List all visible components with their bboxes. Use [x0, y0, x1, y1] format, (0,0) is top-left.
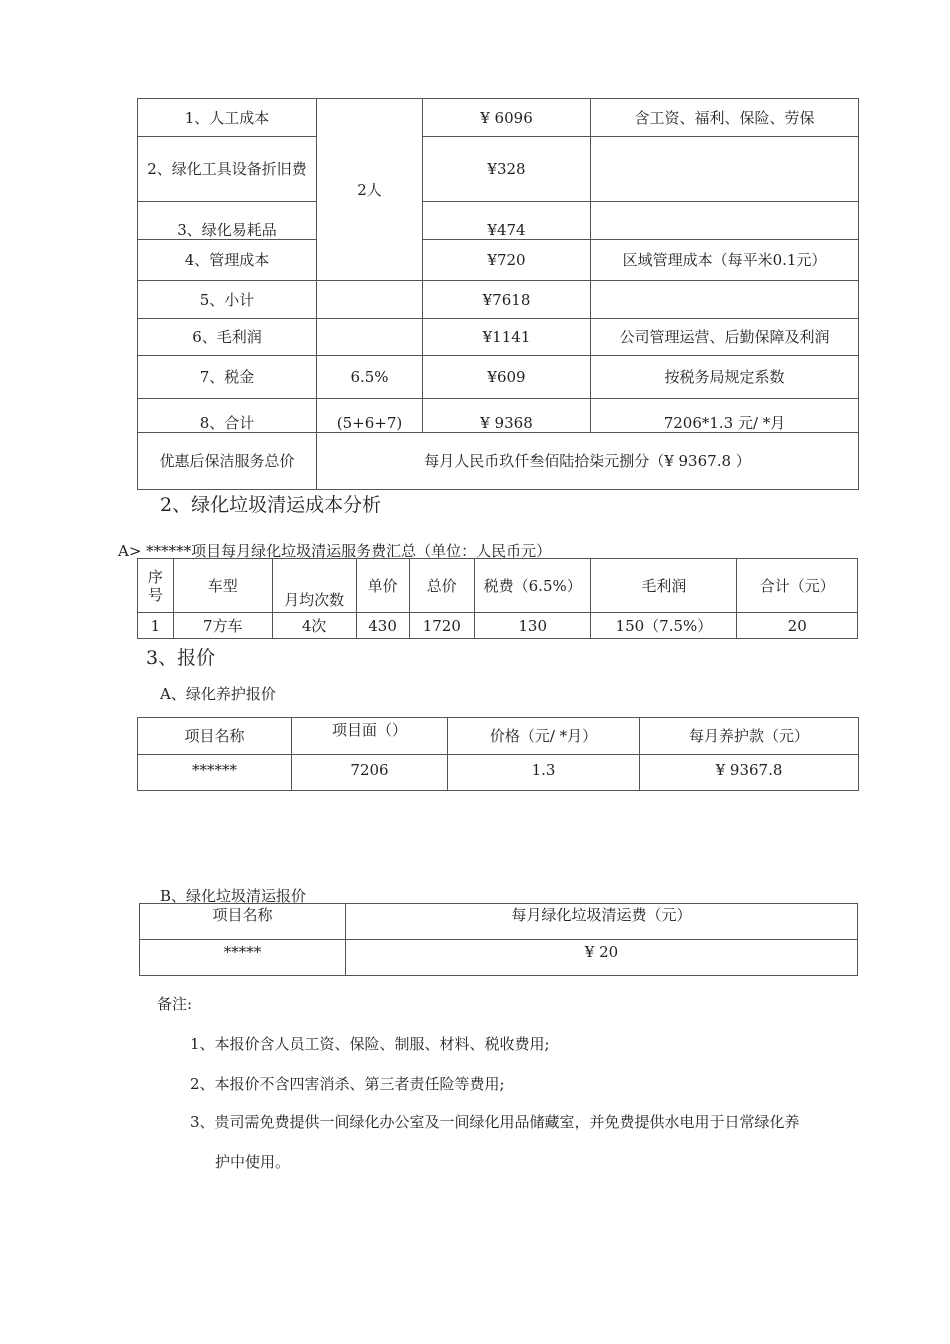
table-row	[138, 240, 859, 281]
header-price: 价格（元/ *月）	[448, 718, 640, 755]
cell-qty	[317, 319, 423, 356]
table-row	[138, 99, 859, 137]
cell-note: 公司管理运营、后勤保障及利润	[591, 319, 859, 356]
cell-note: 按税务局规定系数	[591, 356, 859, 399]
table-row	[138, 202, 859, 240]
table-header-row	[140, 904, 858, 940]
cell-amount: ¥7618	[423, 281, 591, 319]
cell-amount: ¥609	[423, 356, 591, 399]
quote-a-table	[137, 717, 859, 791]
header-unit-price: 单价	[356, 559, 409, 613]
quote-b-label: B、绿化垃圾清运报价	[160, 887, 307, 905]
table-row	[138, 399, 859, 433]
cell-item: 5、小计	[138, 281, 317, 319]
cell-note	[591, 202, 859, 240]
cell-vehicle: 7方车	[173, 613, 272, 639]
header-project-area: 项目面（）	[292, 718, 448, 755]
cell-note: 区域管理成本（每平米0.1元）	[591, 240, 859, 281]
header-monthly-payment: 每月养护款（元）	[640, 718, 859, 755]
cell-amount: ¥328	[423, 137, 591, 202]
remarks-title: 备注:	[157, 995, 193, 1013]
header-gross-profit: 毛利润	[591, 559, 737, 613]
cell-item: 3、绿化易耗品	[138, 202, 317, 240]
table-header-row	[138, 718, 859, 755]
table-header-row	[138, 559, 858, 613]
remark-item: 3、贵司需免费提供一间绿化办公室及一间绿化用品储藏室，并免费提供水电用于日常绿化养	[190, 1113, 800, 1131]
cell-amount: ¥1141	[423, 319, 591, 356]
cell-item: 2、绿化工具设备折旧费	[138, 137, 317, 202]
table-row	[140, 940, 858, 976]
cell-note: 含工资、福利、保险、劳保	[591, 99, 859, 137]
cell-index: 1	[138, 613, 174, 639]
cell-unit-price: 430	[356, 613, 409, 639]
cell-item: 4、管理成本	[138, 240, 317, 281]
quote-b-table	[139, 903, 858, 976]
cell-price: 1.3	[448, 755, 640, 791]
quote-a-label: A、绿化养护报价	[160, 685, 276, 703]
cell-total-price: 1720	[409, 613, 474, 639]
remark-item-continuation: 护中使用。	[215, 1153, 291, 1171]
cell-qty: (5+6+7)	[317, 399, 423, 433]
header-vehicle: 车型	[173, 559, 272, 613]
table-row	[138, 319, 859, 356]
cell-project-name: *****	[140, 940, 346, 976]
cell-note: 7206*1.3 元/ *月	[591, 399, 859, 433]
cell-amount: ¥ 6096	[423, 99, 591, 137]
header-project-name: 项目名称	[138, 718, 292, 755]
cell-gross-profit: 150（7.5%）	[591, 613, 737, 639]
cell-qty	[317, 281, 423, 319]
cell-project-area: 7206	[292, 755, 448, 791]
table-row	[138, 613, 858, 639]
total-value: 每月人民币玖仟叁佰陆拾柒元捌分（¥ 9367.8 ）	[317, 433, 859, 490]
cell-item: 7、税金	[138, 356, 317, 399]
table-row	[138, 137, 859, 202]
cell-tax: 130	[474, 613, 590, 639]
section-heading: 3、报价	[146, 647, 216, 669]
remark-item: 1、本报价含人员工资、保险、制服、材料、税收费用;	[190, 1035, 550, 1053]
cell-sum: 20	[737, 613, 858, 639]
section-heading: 2、绿化垃圾清运成本分析	[160, 494, 382, 516]
cell-monthly-count: 4次	[272, 613, 356, 639]
total-label: 优惠后保洁服务总价	[138, 433, 317, 490]
cell-item: 6、毛利润	[138, 319, 317, 356]
cell-note	[591, 137, 859, 202]
cell-merged-qty: 2人	[317, 99, 423, 281]
section-subheading: A> ******项目每月绿化垃圾清运服务费汇总（单位：人民币元）	[118, 542, 552, 560]
cell-qty: 6.5%	[317, 356, 423, 399]
cell-note	[591, 281, 859, 319]
header-total-price: 总价	[409, 559, 474, 613]
table-row-total	[138, 433, 859, 490]
header-tax: 税费（6.5%）	[474, 559, 590, 613]
garbage-cost-table	[137, 558, 858, 639]
header-monthly-fee: 每月绿化垃圾清运费（元）	[346, 904, 858, 940]
cell-monthly-fee: ¥ 20	[346, 940, 858, 976]
table-row	[138, 755, 859, 791]
remark-item: 2、本报价不含四害消杀、第三者责任险等费用;	[190, 1075, 505, 1093]
cell-amount: ¥ 9368	[423, 399, 591, 433]
header-monthly-count: 月均次数	[272, 559, 356, 613]
cell-monthly-payment: ¥ 9367.8	[640, 755, 859, 791]
header-index: 序号	[138, 559, 174, 613]
cell-item: 8、合计	[138, 399, 317, 433]
cell-item: 1、人工成本	[138, 99, 317, 137]
cell-project-name: ******	[138, 755, 292, 791]
cell-amount: ¥474	[423, 202, 591, 240]
header-sum: 合计（元）	[737, 559, 858, 613]
header-project-name: 项目名称	[140, 904, 346, 940]
cell-amount: ¥720	[423, 240, 591, 281]
table-row	[138, 356, 859, 399]
cost-table	[137, 98, 859, 490]
table-row	[138, 281, 859, 319]
